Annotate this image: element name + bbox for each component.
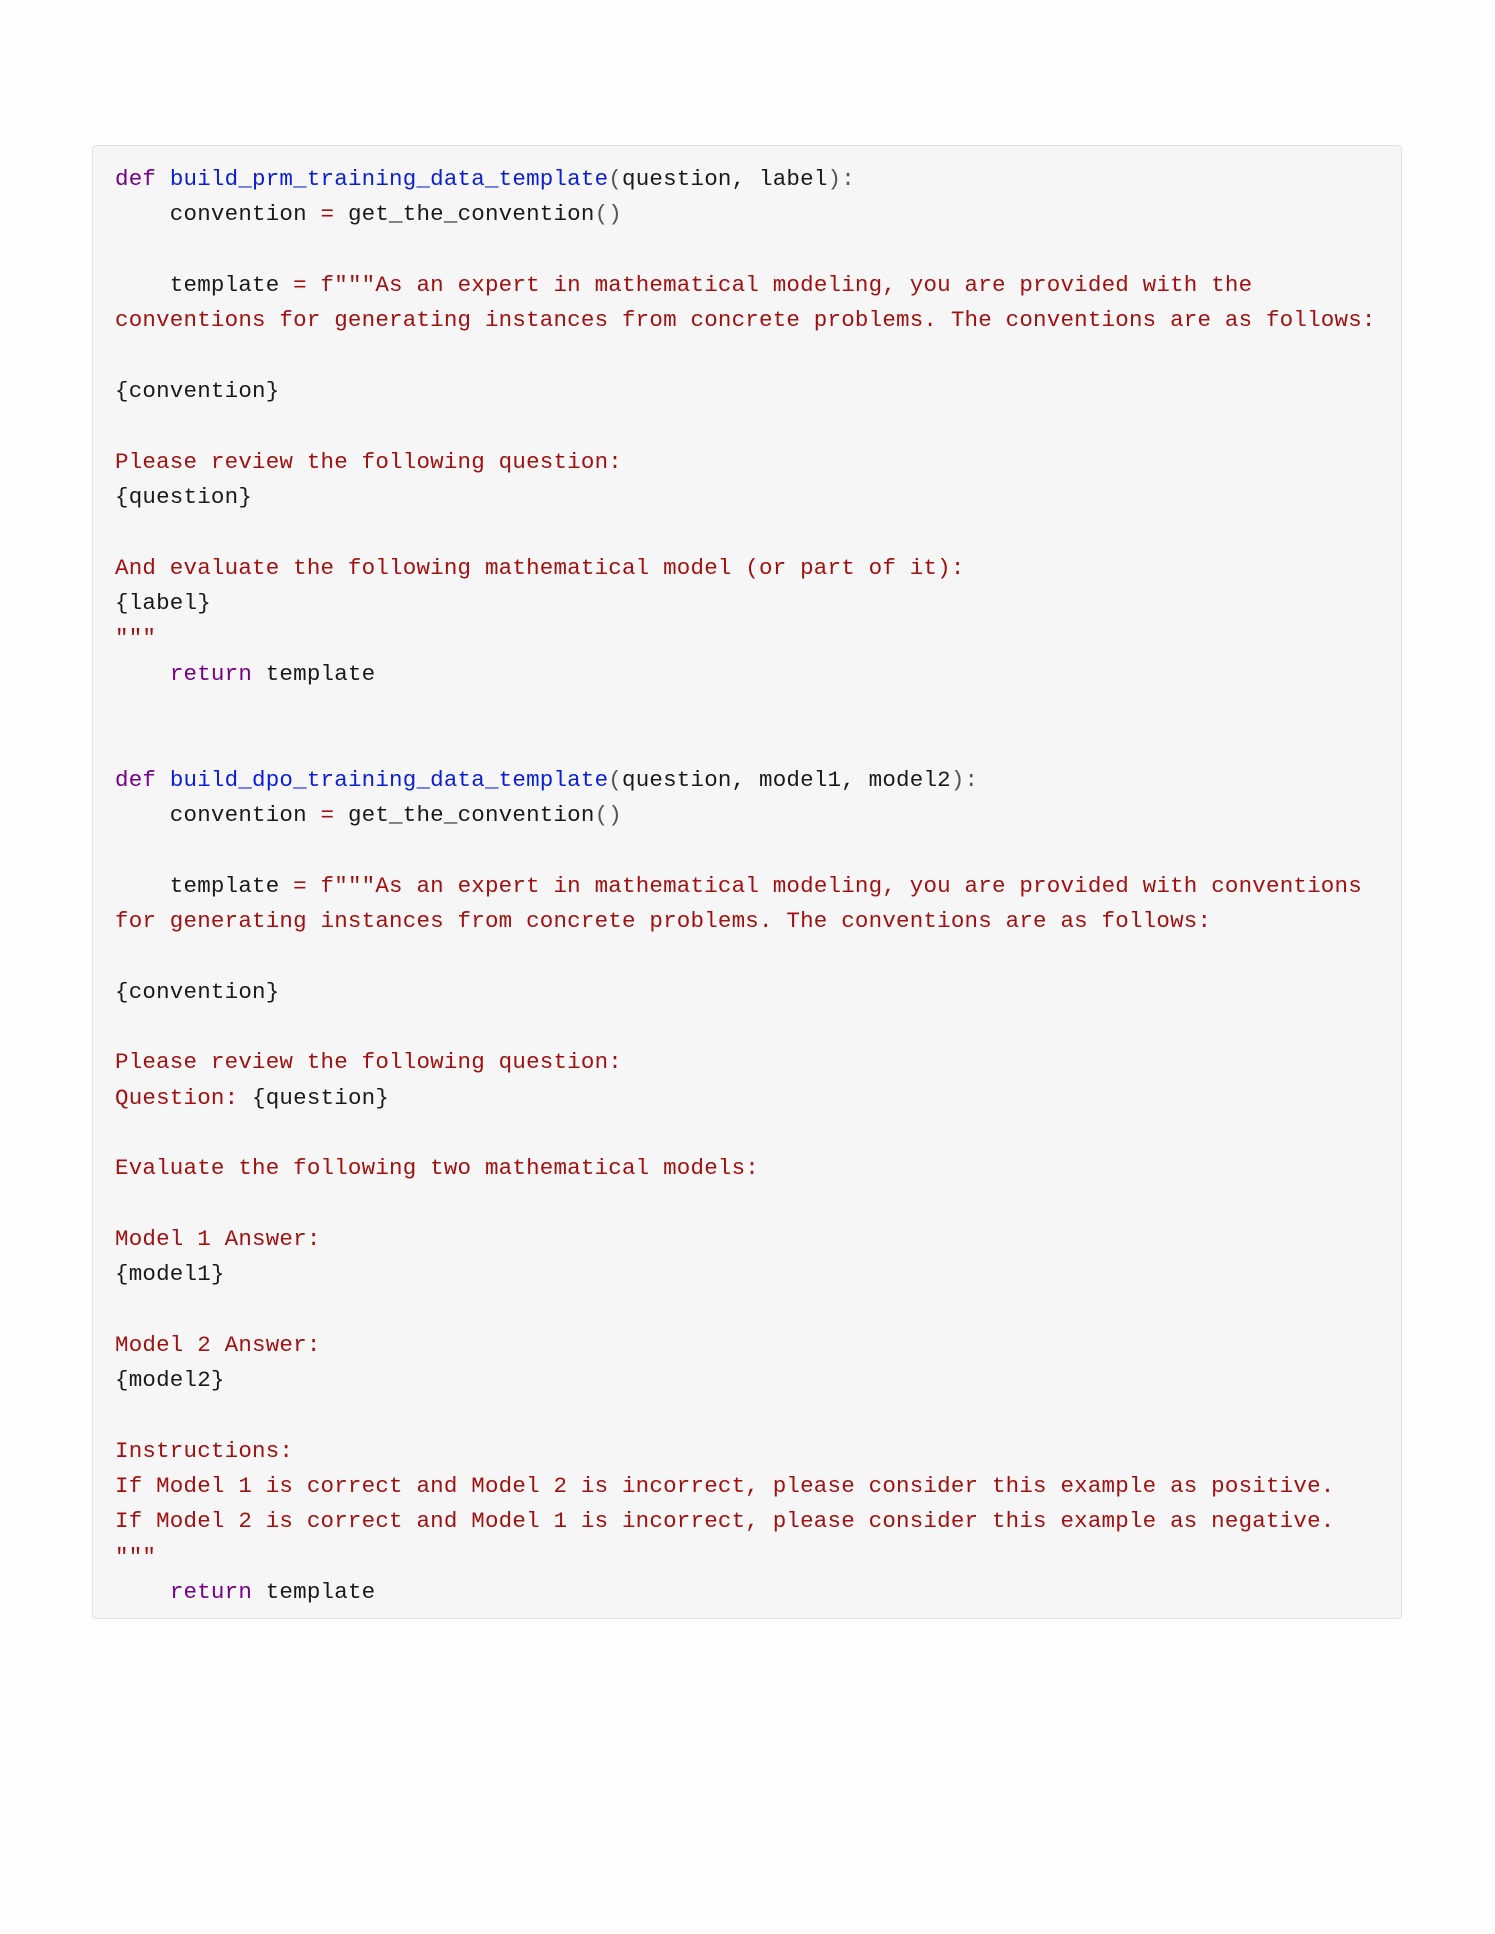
code-line xyxy=(115,657,1379,692)
code-line xyxy=(115,480,1379,515)
code-token: template xyxy=(115,271,294,298)
code-line xyxy=(115,1504,1379,1539)
code-line xyxy=(115,1187,1379,1222)
code-token: template xyxy=(252,1579,376,1606)
code-line xyxy=(115,1328,1379,1363)
code-token: () xyxy=(594,801,622,828)
code-line xyxy=(115,727,1379,762)
code-line xyxy=(115,1116,1379,1151)
code-token: get_the_convention xyxy=(334,201,595,228)
code-line xyxy=(115,445,1379,480)
code-token: conventions for generating instances from concrete problems. The conventions are as follows: xyxy=(115,307,1376,334)
code-line xyxy=(115,763,1379,798)
code-block xyxy=(92,145,1402,1619)
code-line xyxy=(115,1045,1379,1080)
code-token: Please review the following question: xyxy=(115,448,622,475)
code-token: question, model1, model2 xyxy=(622,766,951,793)
code-line xyxy=(115,869,1379,904)
code-token: ): xyxy=(827,166,855,192)
code-line xyxy=(115,1575,1379,1610)
code-token: Model 1 Answer: xyxy=(115,1225,321,1252)
code-line xyxy=(115,515,1379,550)
code-line xyxy=(115,1257,1379,1292)
code-token xyxy=(307,873,321,899)
code-line xyxy=(115,1469,1379,1504)
code-token: convention xyxy=(115,201,321,228)
code-line xyxy=(115,162,1379,197)
code-line xyxy=(115,551,1379,586)
code-token: Evaluate the following two mathematical models: xyxy=(115,1155,760,1182)
code-token: ( xyxy=(608,166,622,192)
code-token xyxy=(307,272,321,298)
code-line xyxy=(115,303,1379,338)
code-token xyxy=(156,166,170,192)
code-token: def xyxy=(115,766,157,793)
code-token: for generating instances from concrete problems. The conventions are as follows: xyxy=(115,907,1212,934)
code-token: template xyxy=(115,872,294,899)
code-line xyxy=(115,1010,1379,1045)
code-line xyxy=(115,1540,1379,1575)
code-line xyxy=(115,409,1379,444)
code-token: = xyxy=(320,801,335,828)
code-token: Model 2 Answer: xyxy=(115,1331,321,1358)
code-line xyxy=(115,1151,1379,1186)
code-token: ( xyxy=(608,766,622,793)
code-token: = xyxy=(293,271,307,298)
code-token: Question: xyxy=(115,1084,253,1111)
code-line xyxy=(115,1081,1379,1116)
code-token: () xyxy=(594,201,622,228)
code-token: {convention} xyxy=(115,377,280,404)
code-token: ): xyxy=(950,766,979,793)
code-line xyxy=(115,268,1379,303)
code-line xyxy=(115,798,1379,833)
code-token: """ xyxy=(115,625,157,652)
code-token xyxy=(115,1579,170,1605)
code-line xyxy=(115,197,1379,232)
code-token: Please review the following question: xyxy=(115,1049,622,1076)
code-token: f"""As an expert in mathematical modeling, you are provided with conventions xyxy=(320,872,1362,899)
code-line xyxy=(115,233,1379,268)
code-token: convention xyxy=(115,801,321,828)
code-line xyxy=(115,939,1379,974)
code-token: {question} xyxy=(115,483,253,510)
code-line xyxy=(115,1363,1379,1398)
code-token: build_prm_training_data_template xyxy=(169,166,609,192)
code-line xyxy=(115,586,1379,621)
code-token: = xyxy=(320,201,335,228)
code-token xyxy=(156,767,170,793)
code-token: {label} xyxy=(115,589,211,616)
code-line xyxy=(115,833,1379,868)
code-line xyxy=(115,374,1379,409)
code-token: If Model 1 is correct and Model 2 is incorrect, please consider this example as positive. xyxy=(115,1473,1335,1500)
code-token: And evaluate the following mathematical model (or part of it): xyxy=(115,554,965,581)
code-token: build_dpo_training_data_template xyxy=(169,766,609,793)
code-token: Instructions: xyxy=(115,1437,294,1464)
code-line xyxy=(115,692,1379,727)
code-line xyxy=(115,904,1379,939)
code-token: If Model 2 is correct and Model 1 is incorrect, please consider this example as negative. xyxy=(115,1508,1335,1535)
code-token: {question} xyxy=(252,1084,390,1111)
code-token: template xyxy=(252,660,376,687)
code-token: question, label xyxy=(622,166,828,192)
code-token: {model2} xyxy=(115,1367,225,1394)
code-line xyxy=(115,621,1379,656)
code-line xyxy=(115,1398,1379,1433)
code-line xyxy=(115,339,1379,374)
code-token: """ xyxy=(115,1543,157,1570)
code-token: {model1} xyxy=(115,1261,225,1288)
code-line xyxy=(115,1222,1379,1257)
code-token: def xyxy=(115,166,157,192)
code-line xyxy=(115,1434,1379,1469)
code-token: return xyxy=(169,1579,253,1606)
code-token: = xyxy=(293,872,307,899)
code-token: f"""As an expert in mathematical modeling, you are provided with the xyxy=(320,271,1253,298)
code-token: {convention} xyxy=(115,978,280,1005)
code-token: get_the_convention xyxy=(334,801,595,828)
code-token xyxy=(115,661,170,687)
code-line xyxy=(115,975,1379,1010)
code-line xyxy=(115,1293,1379,1328)
code-token: return xyxy=(169,660,253,687)
code-lines xyxy=(115,162,1379,1610)
